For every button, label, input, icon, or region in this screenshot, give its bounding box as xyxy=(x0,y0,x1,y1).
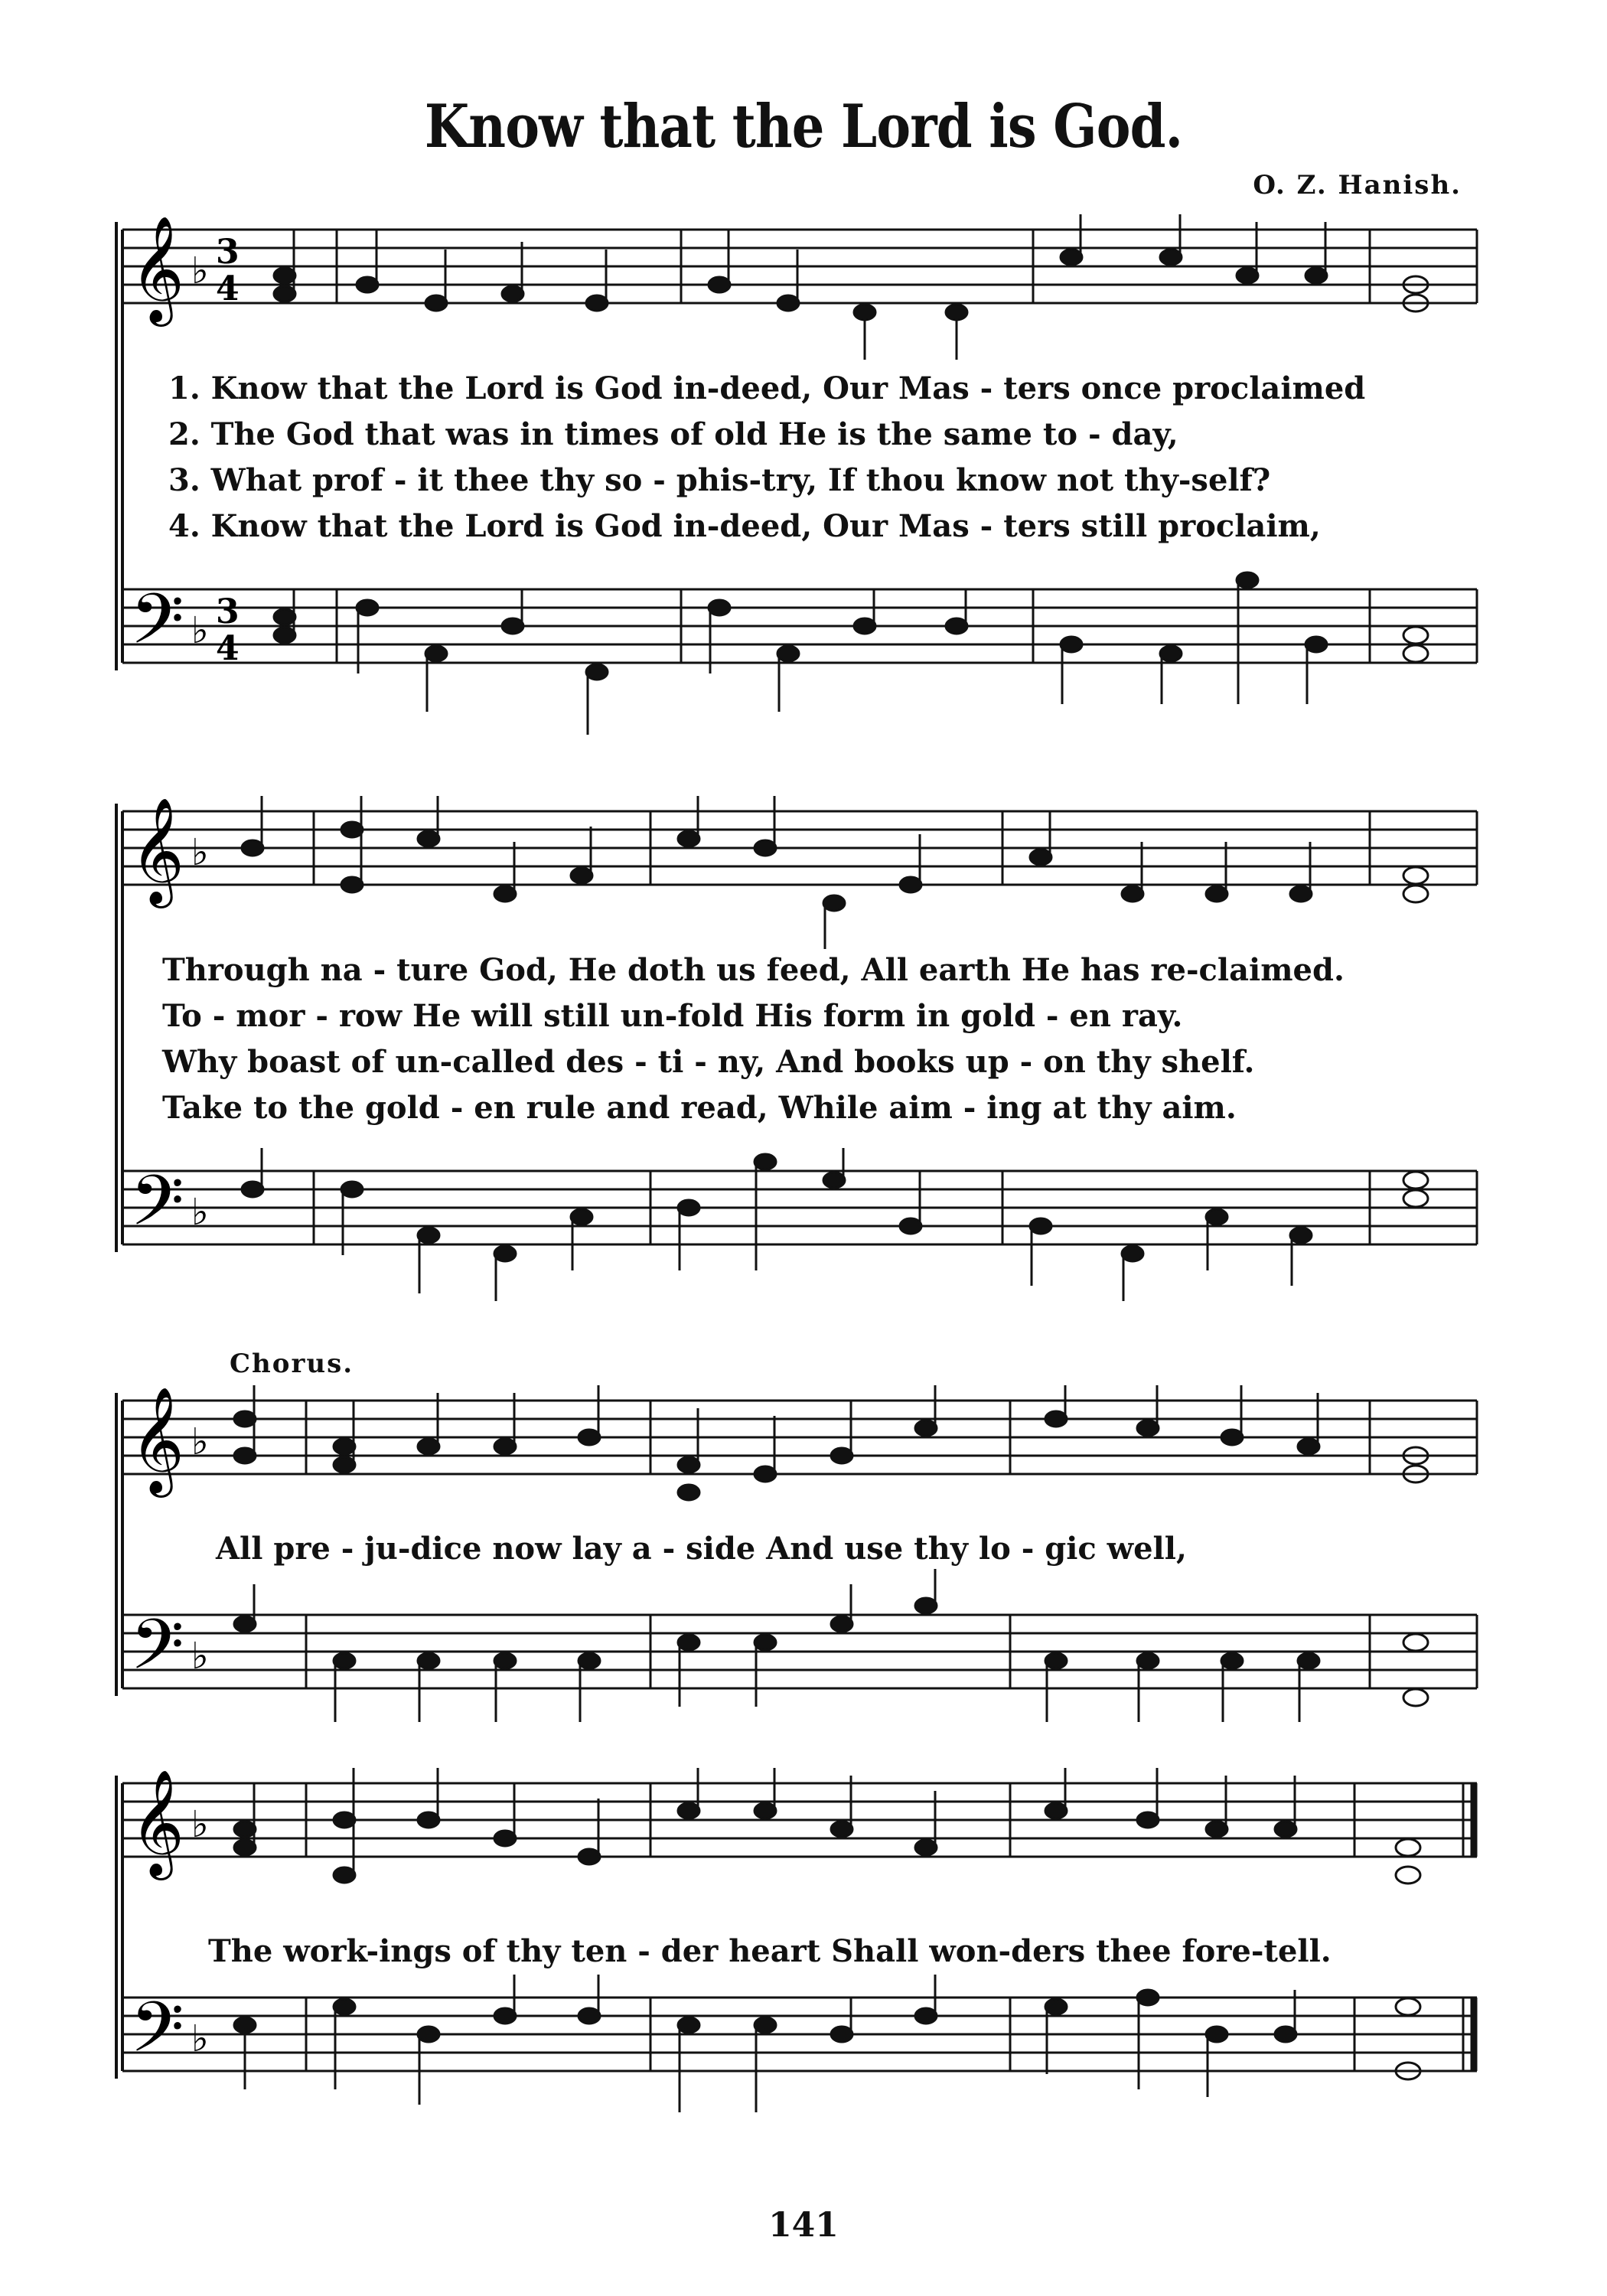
verse-line: 3. What prof - it thee thy so - phis-try, If thou know not thy-self? xyxy=(168,462,1271,498)
verse-line: Why boast of un-called des - ti - ny, And books up - on thy shelf. xyxy=(162,1044,1255,1080)
flat-icon: ♭ xyxy=(191,1191,209,1234)
flat-icon: ♭ xyxy=(191,1420,209,1463)
treble-clef-icon: 𝄞 xyxy=(130,797,184,904)
verse-line: Take to the gold - en rule and read, While aim - ing at thy aim. xyxy=(162,1090,1237,1126)
composer-credit: O. Z. Hanish. xyxy=(1253,170,1462,201)
time-signature-bottom: 4 xyxy=(216,269,240,308)
flat-icon: ♭ xyxy=(191,249,209,292)
hymn-title: Know that the Lord is God. xyxy=(424,92,1183,161)
flat-icon: ♭ xyxy=(191,1635,209,1678)
verse-line: Through na - ture God, He doth us feed, All earth He has re-claimed. xyxy=(162,952,1345,988)
bass-clef-icon: 𝄢 xyxy=(130,1160,184,1258)
treble-clef-icon: 𝄞 xyxy=(130,216,184,322)
treble-clef-icon: 𝄞 xyxy=(130,1387,184,1493)
verse-line: To - mor - row He will still un-fold His form in gold - en ray. xyxy=(162,998,1183,1034)
svg-text:3: 3 xyxy=(216,592,240,631)
treble-clef-icon: 𝄞 xyxy=(130,1769,184,1876)
treble-staff xyxy=(122,1401,1477,1474)
flat-icon: ♭ xyxy=(191,609,209,652)
page-number: 141 xyxy=(768,2206,839,2245)
verse-line: 2. The God that was in times of old He is the same to - day, xyxy=(168,416,1178,452)
bass-staff xyxy=(122,1615,1477,1688)
bass-clef-icon: 𝄢 xyxy=(130,1987,184,2085)
time-signature-top: 3 xyxy=(216,233,240,272)
flat-icon: ♭ xyxy=(191,2017,209,2060)
flat-icon: ♭ xyxy=(191,831,209,874)
bass-staff xyxy=(122,1171,1477,1244)
bass-clef-icon: 𝄢 xyxy=(130,579,184,677)
system-3 xyxy=(115,1385,1508,1753)
treble-staff xyxy=(122,811,1477,885)
treble-staff xyxy=(122,230,1477,303)
verse-line: 1. Know that the Lord is God in-deed, Our Mas - ters once proclaimed xyxy=(168,370,1366,406)
flat-icon: ♭ xyxy=(191,1803,209,1846)
chorus-line: All pre - ju-dice now lay a - side And use thy lo - gic well, xyxy=(216,1531,1187,1567)
chorus-line: The work-ings of thy ten - der heart Shall won-ders thee fore-tell. xyxy=(208,1933,1332,1969)
bass-clef-icon: 𝄢 xyxy=(130,1604,184,1702)
svg-text:4: 4 xyxy=(216,629,240,668)
verse-line: 4. Know that the Lord is God in-deed, Our Mas - ters still proclaim, xyxy=(168,508,1321,544)
chorus-label: Chorus. xyxy=(230,1349,354,1379)
treble-staff xyxy=(122,1783,1477,1857)
